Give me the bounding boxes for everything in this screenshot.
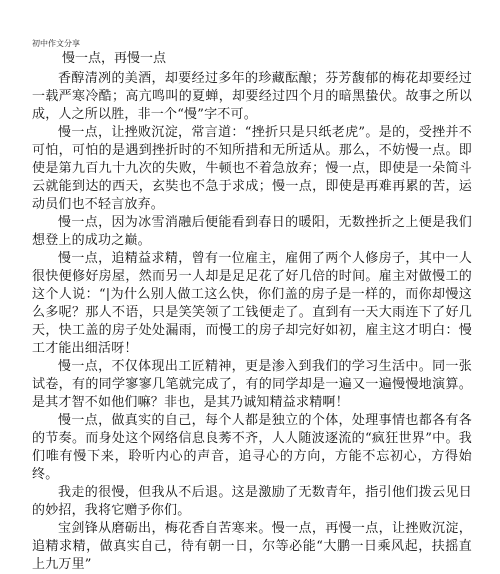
paragraph-conclusion: 宝剑锋从磨砺出，梅花香自苦寒来。慢一点，再慢一点，让挫败沉淀，追精求精，做真实自己，待有朝一日，尔等必能“大鹏一日乘风起，扶摇直上九万里” bbox=[32, 521, 472, 572]
essay-body bbox=[32, 70, 472, 574]
paragraph-study: 慢一点，不仅体现出工匠精神，更是渗入到我们的学习生活中。同一张试卷，有的同学寥寥几笔就完成了，有的同学却是一遍又一遍慢慢地演算。是其才智不如他们嘛？非也，是其乃诚知精益求精啊！ bbox=[32, 359, 472, 410]
page-header: 初中作文分享 bbox=[32, 39, 80, 48]
paragraph-true-self: 慢一点，做真实的自己，每个人都是独立的个体，处理事情也都各有各的节奏。而身处这个网络信息良莠不齐，人人随波逐流的“疯狂世界”中。我们唯有慢下来，聆听内心的声音，追寻心的方向，方能不忘初心，方得始终。 bbox=[32, 413, 472, 482]
paragraph-setback: 慢一点，让挫败沉淀，常言道：“挫折只是只纸老虎”。是的，受挫并不可怕，可怕的是遇到挫折时的不知所措和无所适从。那么，不妨慢一点。即使是第九百九十九次的失败，牛顿也不着急放弃；慢一点，即使是一朵简斗云就能到达的西天，玄奘也不急于求成；慢一点，即使是再难再累的苦，运动员们也不轻言放弃。 bbox=[32, 125, 472, 212]
paragraph-never-back: 我走的很慢，但我从不后退。这是激励了无数青年，指引他们拨云见日的妙招，我将它赠予你们。 bbox=[32, 485, 472, 518]
paragraph-success: 慢一点，因为冰雪消融后便能看到春日的暖阳，无数挫折之上便是我们想登上的成功之巅。 bbox=[32, 215, 472, 248]
essay-title: 慢一点，再慢一点 bbox=[62, 51, 167, 66]
paragraph-craftsman: 慢一点，追精益求精，曾有一位雇主，雇佣了两个人修房子，其中一人很快便修好房屋，然而另一人却是足足花了好几倍的时间。雇主对做慢工的这个人说：“|为什么别人做工这么快，你们盖的房子是一样的，而你却慢这么多呢？那人不语，只是笑笑领了工钱便走了。直到有一天大雨连下了好几天，快工盖的房子处处漏雨，而慢工的房子却完好如初，雇主这才明白：慢工才能出细活呀！ bbox=[32, 251, 472, 356]
paragraph-intro: 香醇清冽的美酒，却要经过多年的珍藏酝酿；芬芳馥郁的梅花却要经过一载严寒冷酷；高亢鸣叫的夏蝉，却要经过四个月的暗黑蛰伏。故事之所以成，人之所以胜，非一个“慢”字不可。 bbox=[32, 71, 472, 122]
